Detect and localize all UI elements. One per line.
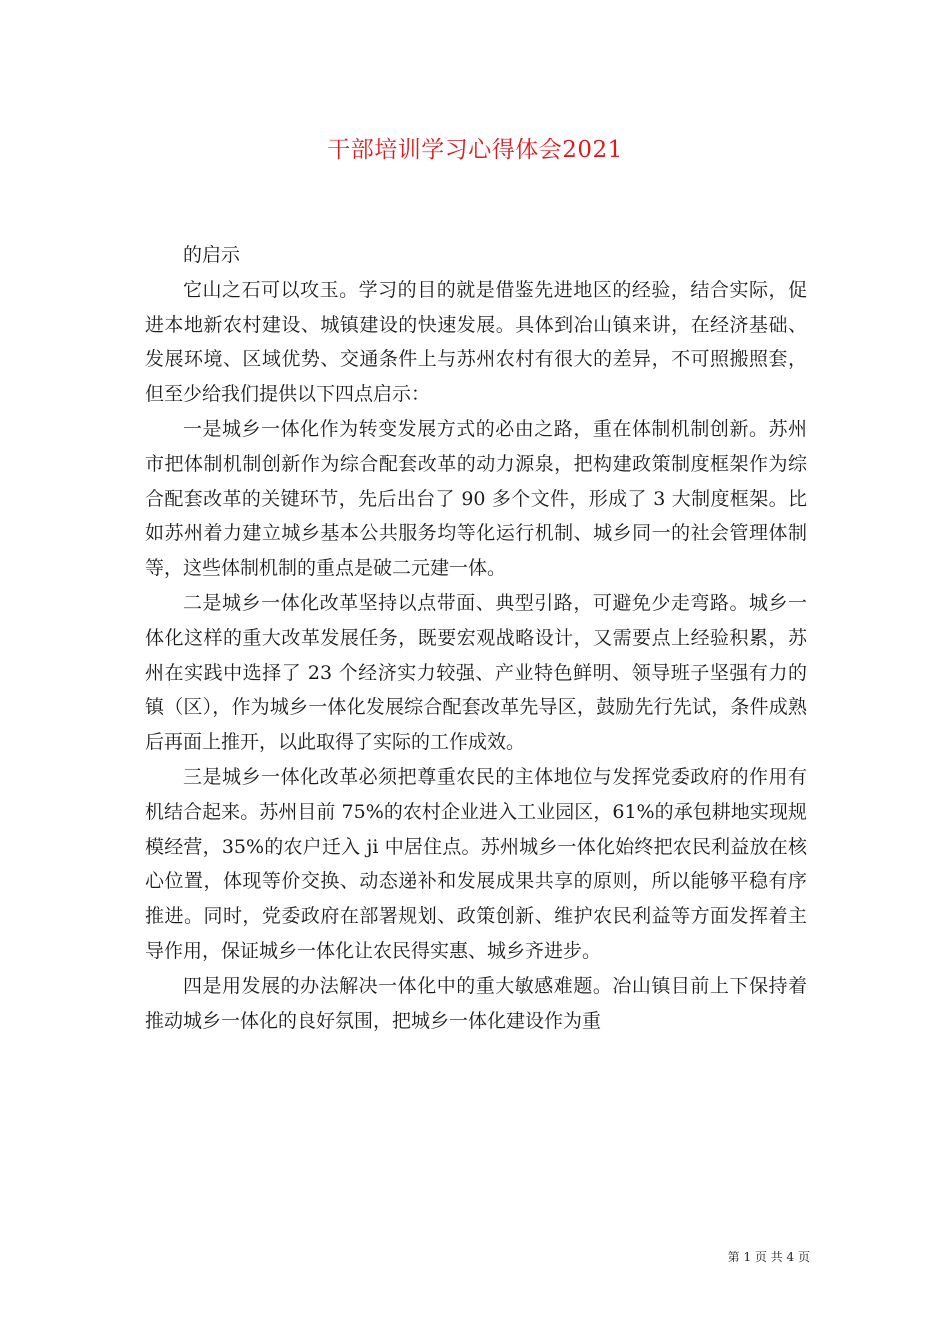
- paragraph-point-one: 一是城乡一体化作为转变发展方式的必由之路，重在体制机制创新。苏州市把体制机制创新作为综合配套改革的动力源泉，把构建政策制度框架作为综合配套改革的关键环节，先后出台了 90 多个文件，形成了 3 大制度框架。比如苏州着力建立城乡基本公共服务均等化运行机制、城乡同一的社会管理体制等，这些体制机制的重点是破二元建一体。: [145, 417, 807, 580]
- paragraph-point-four: 四是用发展的办法解决一体化中的重大敏感难题。冶山镇目前上下保持着推动城乡一体化的良好氛围，把城乡一体化建设作为重: [145, 974, 807, 1032]
- paragraph-introduction: 它山之石可以攻玉。学习的目的就是借鉴先进地区的经验，结合实际，促进本地新农村建设、城镇建设的快速发展。具体到冶山镇来讲，在经济基础、发展环境、区域优势、交通条件上与苏州农村有很大的差异，不可照搬照套，但至少给我们提供以下四点启示：: [145, 278, 807, 406]
- paragraph-point-two: 二是城乡一体化改革坚持以点带面、典型引路，可避免少走弯路。城乡一体化这样的重大改革发展任务，既要宏观战略设计，又需要点上经验积累，苏州在实践中选择了 23 个经济实力较强、产业特色鲜明、领导班子坚强有力的镇（区），作为城乡一体化发展综合配套改革先导区，鼓励先行先试，条件成熟后再面上推开，以此取得了实际的工作成效。: [145, 591, 807, 754]
- paragraph-intro-heading: 的启示: [183, 244, 241, 266]
- document-body: [145, 238, 807, 1038]
- paragraph-point-three: 三是城乡一体化改革必须把尊重农民的主体地位与发挥党委政府的作用有机结合起来。苏州目前 75%的农村企业进入工业园区，61%的承包耕地实现规模经营，35%的农户迁入 ji 中居住点。苏州城乡一体化始终把农民利益放在核心位置，体现等价交换、动态递补和发展成果共享的原则，所以能够平稳有序推进。同时，党委政府在部署规划、政策创新、维护农民利益等方面发挥着主导作用，保证城乡一体化让农民得实惠、城乡齐进步。: [145, 765, 807, 962]
- page-title: 干部培训学习心得体会2021: [327, 137, 623, 163]
- page-number-footer: 第 1 页 共 4 页: [727, 1250, 810, 1264]
